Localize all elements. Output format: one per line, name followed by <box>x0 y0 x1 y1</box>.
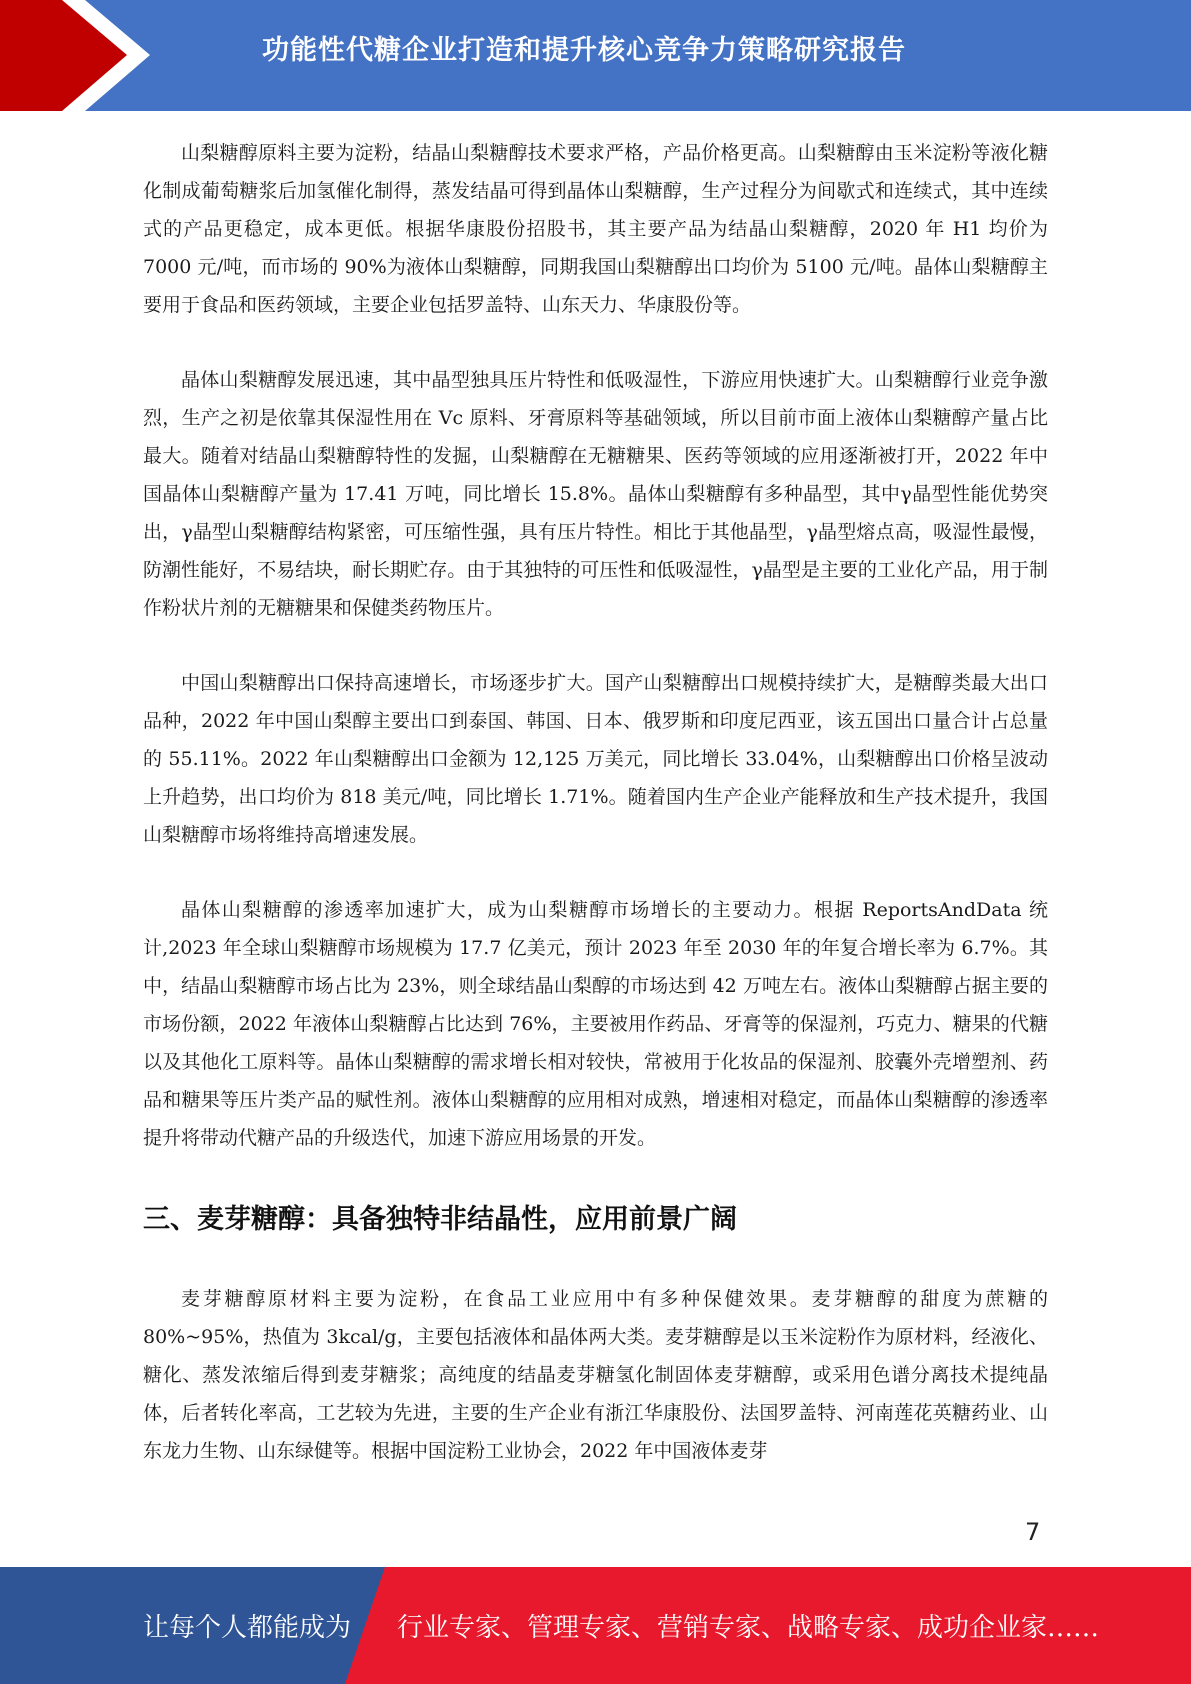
report-title: 功能性代糖企业打造和提升核心竞争力策略研究报告 <box>262 35 906 66</box>
paragraph-crystal-sorbitol-growth: 晶体山梨糖醇发展迅速，其中晶型独具压片特性和低吸湿性，下游应用快速扩大。山梨糖醇行业竞争激烈，生产之初是依靠其保湿性用在 Vc 原料、牙膏原料等基础领域，所以目前市面上液体山梨糖醇产量占比最大。随着对结晶山梨糖醇特性的发掘，山梨糖醇在无糖糖果、医药等领域的应用逐渐被打开，2022 年中国晶体山梨糖醇产量为 17.41 万吨，同比增长 15.8%。晶体山梨糖醇有多种晶型，其中γ晶型性能优势突出，γ晶型山梨糖醇结构紧密，可压缩性强，具有压片特性。相比于其他晶型，γ晶型熔点高，吸湿性最慢，防潮性能好，不易结块，耐长期贮存。由于其独特的可压性和低吸湿性，γ晶型是主要的工业化产品，用于制作粉状片剂的无糖糖果和保健类药物压片。 <box>143 369 1048 619</box>
footer-slogan-left: 让每个人都能成为 <box>143 1613 352 1643</box>
paragraph-sorbitol-raw-material: 山梨糖醇原料主要为淀粉，结晶山梨糖醇技术要求严格，产品价格更高。山梨糖醇由玉米淀粉等液化糖化制成葡萄糖浆后加氢催化制得，蒸发结晶可得到晶体山梨糖醇，生产过程分为间歇式和连续式，其中连续式的产品更稳定，成本更低。根据华康股份招股书，其主要产品为结晶山梨糖醇，2020 年 H1 均价为 7000 元/吨，而市场的 90%为液体山梨糖醇，同期我国山梨糖醇出口均价为 5100 元/吨。晶体山梨糖醇主要用于食品和医药领域，主要企业包括罗盖特、山东天力、华康股份等。 <box>143 142 1048 316</box>
paragraph-maltitol: 麦芽糖醇原材料主要为淀粉，在食品工业应用中有多种保健效果。麦芽糖醇的甜度为蔗糖的 80%~95%，热值为 3kcal/g，主要包括液体和晶体两大类。麦芽糖醇是以玉米淀粉作为原材料，经液化、糖化、蒸发浓缩后得到麦芽糖浆；高纯度的结晶麦芽糖氢化制固体麦芽糖醇，或采用色谱分离技术提纯晶体，后者转化率高，工艺较为先进，主要的生产企业有浙江华康股份、法国罗盖特、河南莲花英糖药业、山东龙力生物、山东绿健等。根据中国淀粉工业协会，2022 年中国液体麦芽 <box>143 1288 1048 1462</box>
page-body <box>143 134 1048 1507</box>
footer-slogan-right: 行业专家、管理专家、营销专家、战略专家、成功企业家…… <box>397 1613 1100 1643</box>
page-header <box>0 0 1191 111</box>
section-heading-maltitol: 三、麦芽糖醇：具备独特非结晶性，应用前景广阔 <box>143 1204 737 1235</box>
header-arrow-red <box>0 0 127 111</box>
page-footer <box>0 1567 1191 1684</box>
paragraph-sorbitol-export: 中国山梨糖醇出口保持高速增长，市场逐步扩大。国产山梨糖醇出口规模持续扩大，是糖醇类最大出口品种，2022 年中国山梨醇主要出口到泰国、韩国、日本、俄罗斯和印度尼西亚，该五国出口量合计占总量的 55.11%。2022 年山梨糖醇出口金额为 12,125 万美元，同比增长 33.04%，山梨糖醇出口价格呈波动上升趋势，出口均价为 818 美元/吨，同比增长 1.71%。随着国内生产企业产能释放和生产技术提升，我国山梨糖醇市场将维持高增速发展。 <box>143 672 1048 846</box>
page-number: 7 <box>1025 1518 1041 1546</box>
paragraph-sorbitol-penetration: 晶体山梨糖醇的渗透率加速扩大，成为山梨糖醇市场增长的主要动力。根据 ReportsAndData 统计,2023 年全球山梨糖醇市场规模为 17.7 亿美元，预计 2023 年至 2030 年的年复合增长率为 6.7%。其中，结晶山梨糖醇市场占比为 23%，则全球结晶山梨醇的市场达到 42 万吨左右。液体山梨糖醇占据主要的市场份额，2022 年液体山梨糖醇占比达到 76%，主要被用作药品、牙膏等的保湿剂，巧克力、糖果的代糖以及其他化工原料等。晶体山梨糖醇的需求增长相对较快，常被用于化妆品的保湿剂、胶囊外壳增塑剂、药品和糖果等压片类产品的赋性剂。液体山梨糖醇的应用相对成熟，增速相对稳定，而晶体山梨糖醇的渗透率提升将带动代糖产品的升级迭代，加速下游应用场景的开发。 <box>143 899 1048 1149</box>
